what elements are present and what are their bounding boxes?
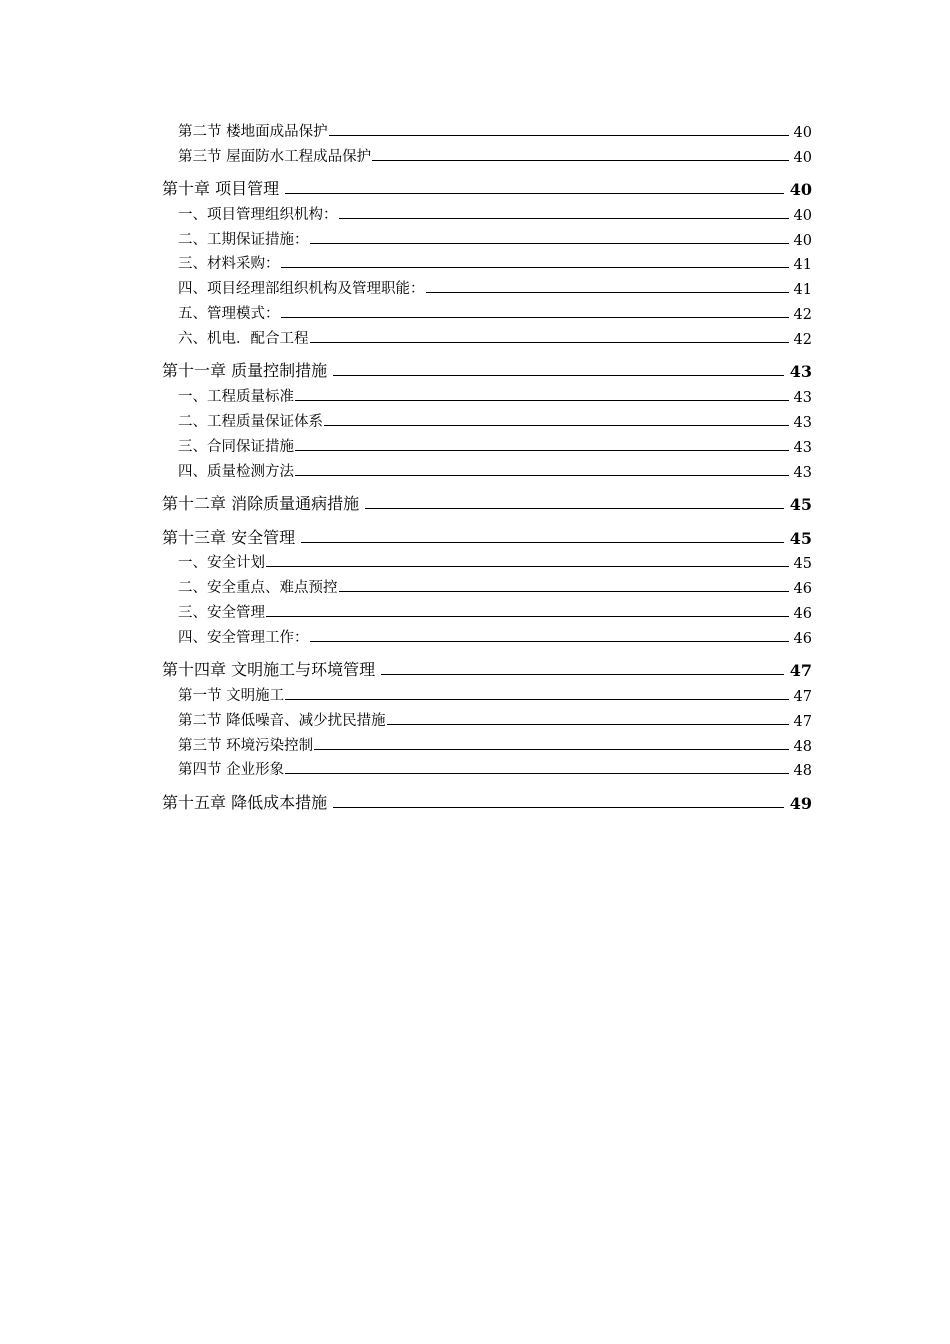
toc-section-entry[interactable]	[162, 548, 812, 573]
toc-entry-title: 一、工程质量标准	[178, 389, 294, 406]
toc-entry-title: 第十三章 安全管理	[162, 527, 296, 547]
toc-page-number: 48	[793, 738, 812, 755]
toc-section-entry[interactable]	[162, 431, 812, 456]
toc-section-entry[interactable]	[162, 273, 812, 298]
toc-leader-line	[365, 508, 784, 509]
toc-entry-title: 第三节 屋面防水工程成品保护	[178, 148, 372, 165]
toc-leader-line	[329, 135, 789, 136]
toc-entry-title: 二、工程质量保证体系	[178, 413, 323, 430]
toc-entry-title: 二、工期保证措施：	[178, 231, 309, 248]
toc-leader-line	[426, 292, 790, 293]
toc-entry-title: 三、材料采购：	[178, 256, 280, 273]
toc-section-entry[interactable]	[162, 199, 812, 224]
toc-leader-line	[285, 773, 789, 774]
toc-entry-title: 四、安全管理工作：	[178, 629, 309, 646]
toc-page-number: 45	[789, 528, 812, 548]
toc-entry-title: 四、质量检测方法	[178, 463, 294, 480]
toc-section-entry[interactable]	[162, 381, 812, 406]
toc-leader-line	[381, 674, 784, 675]
toc-chapter-entry[interactable]	[162, 788, 812, 813]
toc-page-number: 40	[789, 180, 812, 200]
toc-section-entry[interactable]	[162, 141, 812, 166]
toc-section-entry[interactable]	[162, 323, 812, 348]
toc-page-number: 48	[793, 763, 812, 780]
toc-entry-title: 第十四章 文明施工与环境管理	[162, 660, 376, 680]
toc-page-number: 42	[793, 307, 812, 324]
toc-leader-line	[333, 807, 784, 808]
toc-section-entry[interactable]	[162, 622, 812, 647]
toc-leader-line	[285, 699, 789, 700]
toc-page-number: 43	[793, 464, 812, 481]
toc-leader-line	[295, 475, 789, 476]
toc-section-entry[interactable]	[162, 705, 812, 730]
toc-leader-line	[339, 218, 790, 219]
toc-entry-title: 第十一章 质量控制措施	[162, 361, 328, 381]
toc-page-number: 46	[793, 605, 812, 622]
toc-chapter-entry[interactable]	[162, 523, 812, 548]
toc-section-entry[interactable]	[162, 680, 812, 705]
table-of-contents	[162, 116, 812, 813]
toc-leader-line	[310, 243, 790, 244]
toc-leader-line	[281, 317, 790, 318]
toc-section-entry[interactable]	[162, 730, 812, 755]
toc-chapter-entry[interactable]	[162, 655, 812, 680]
toc-chapter-entry[interactable]	[162, 174, 812, 199]
toc-entry-title: 六、机电．配合工程	[178, 330, 309, 347]
toc-page-number: 45	[789, 495, 812, 515]
toc-section-entry[interactable]	[162, 597, 812, 622]
toc-entry-title: 三、安全管理	[178, 604, 265, 621]
toc-entry-title: 五、管理模式：	[178, 306, 280, 323]
toc-leader-line	[333, 375, 784, 376]
toc-leader-line	[281, 267, 790, 268]
toc-page-number: 47	[793, 713, 812, 730]
toc-entry-title: 第十二章 消除质量通病措施	[162, 494, 360, 514]
toc-entry-title: 四、项目经理部组织机构及管理职能：	[178, 281, 425, 298]
toc-leader-line	[310, 342, 790, 343]
toc-chapter-entry[interactable]	[162, 489, 812, 514]
toc-entry-title: 第四节 企业形象	[178, 762, 285, 779]
toc-leader-line	[266, 566, 789, 567]
toc-page-number: 40	[793, 207, 812, 224]
toc-entry-title: 第一节 文明施工	[178, 688, 285, 705]
toc-chapter-entry[interactable]	[162, 356, 812, 381]
toc-page-number: 42	[793, 331, 812, 348]
toc-page-number: 43	[789, 362, 812, 382]
toc-page-number: 40	[793, 124, 812, 141]
toc-page-number: 41	[793, 282, 812, 299]
toc-entry-title: 第二节 楼地面成品保护	[178, 123, 328, 140]
toc-section-entry[interactable]	[162, 456, 812, 481]
toc-page-number: 46	[793, 630, 812, 647]
toc-entry-title: 第二节 降低噪音、减少扰民措施	[178, 712, 386, 729]
toc-page-number: 43	[793, 439, 812, 456]
toc-page-number: 47	[789, 661, 812, 681]
toc-page-number: 49	[789, 793, 812, 813]
toc-entry-title: 第十五章 降低成本措施	[162, 792, 328, 812]
toc-leader-line	[285, 193, 784, 194]
toc-page-number: 43	[793, 390, 812, 407]
toc-leader-line	[314, 749, 789, 750]
toc-page-number: 41	[793, 257, 812, 274]
toc-entry-title: 第十章 项目管理	[162, 179, 280, 199]
toc-section-entry[interactable]	[162, 249, 812, 274]
toc-section-entry[interactable]	[162, 755, 812, 780]
toc-entry-title: 第三节 环境污染控制	[178, 737, 314, 754]
toc-leader-line	[301, 542, 784, 543]
toc-section-entry[interactable]	[162, 406, 812, 431]
toc-section-entry[interactable]	[162, 572, 812, 597]
toc-entry-title: 二、安全重点、难点预控	[178, 580, 338, 597]
toc-page-number: 43	[793, 414, 812, 431]
toc-section-entry[interactable]	[162, 116, 812, 141]
toc-leader-line	[372, 160, 789, 161]
toc-leader-line	[295, 400, 789, 401]
toc-leader-line	[310, 641, 790, 642]
toc-section-entry[interactable]	[162, 298, 812, 323]
toc-page-number: 40	[793, 232, 812, 249]
toc-entry-title: 一、安全计划	[178, 555, 265, 572]
toc-page-number: 45	[793, 556, 812, 573]
toc-leader-line	[266, 616, 789, 617]
toc-entry-title: 三、合同保证措施	[178, 438, 294, 455]
toc-page-number: 40	[793, 149, 812, 166]
toc-leader-line	[339, 591, 790, 592]
toc-leader-line	[295, 450, 789, 451]
toc-leader-line	[324, 425, 789, 426]
toc-page-number: 47	[793, 689, 812, 706]
toc-leader-line	[387, 724, 789, 725]
toc-page-number: 46	[793, 581, 812, 598]
toc-entry-title: 一、项目管理组织机构：	[178, 206, 338, 223]
toc-section-entry[interactable]	[162, 224, 812, 249]
